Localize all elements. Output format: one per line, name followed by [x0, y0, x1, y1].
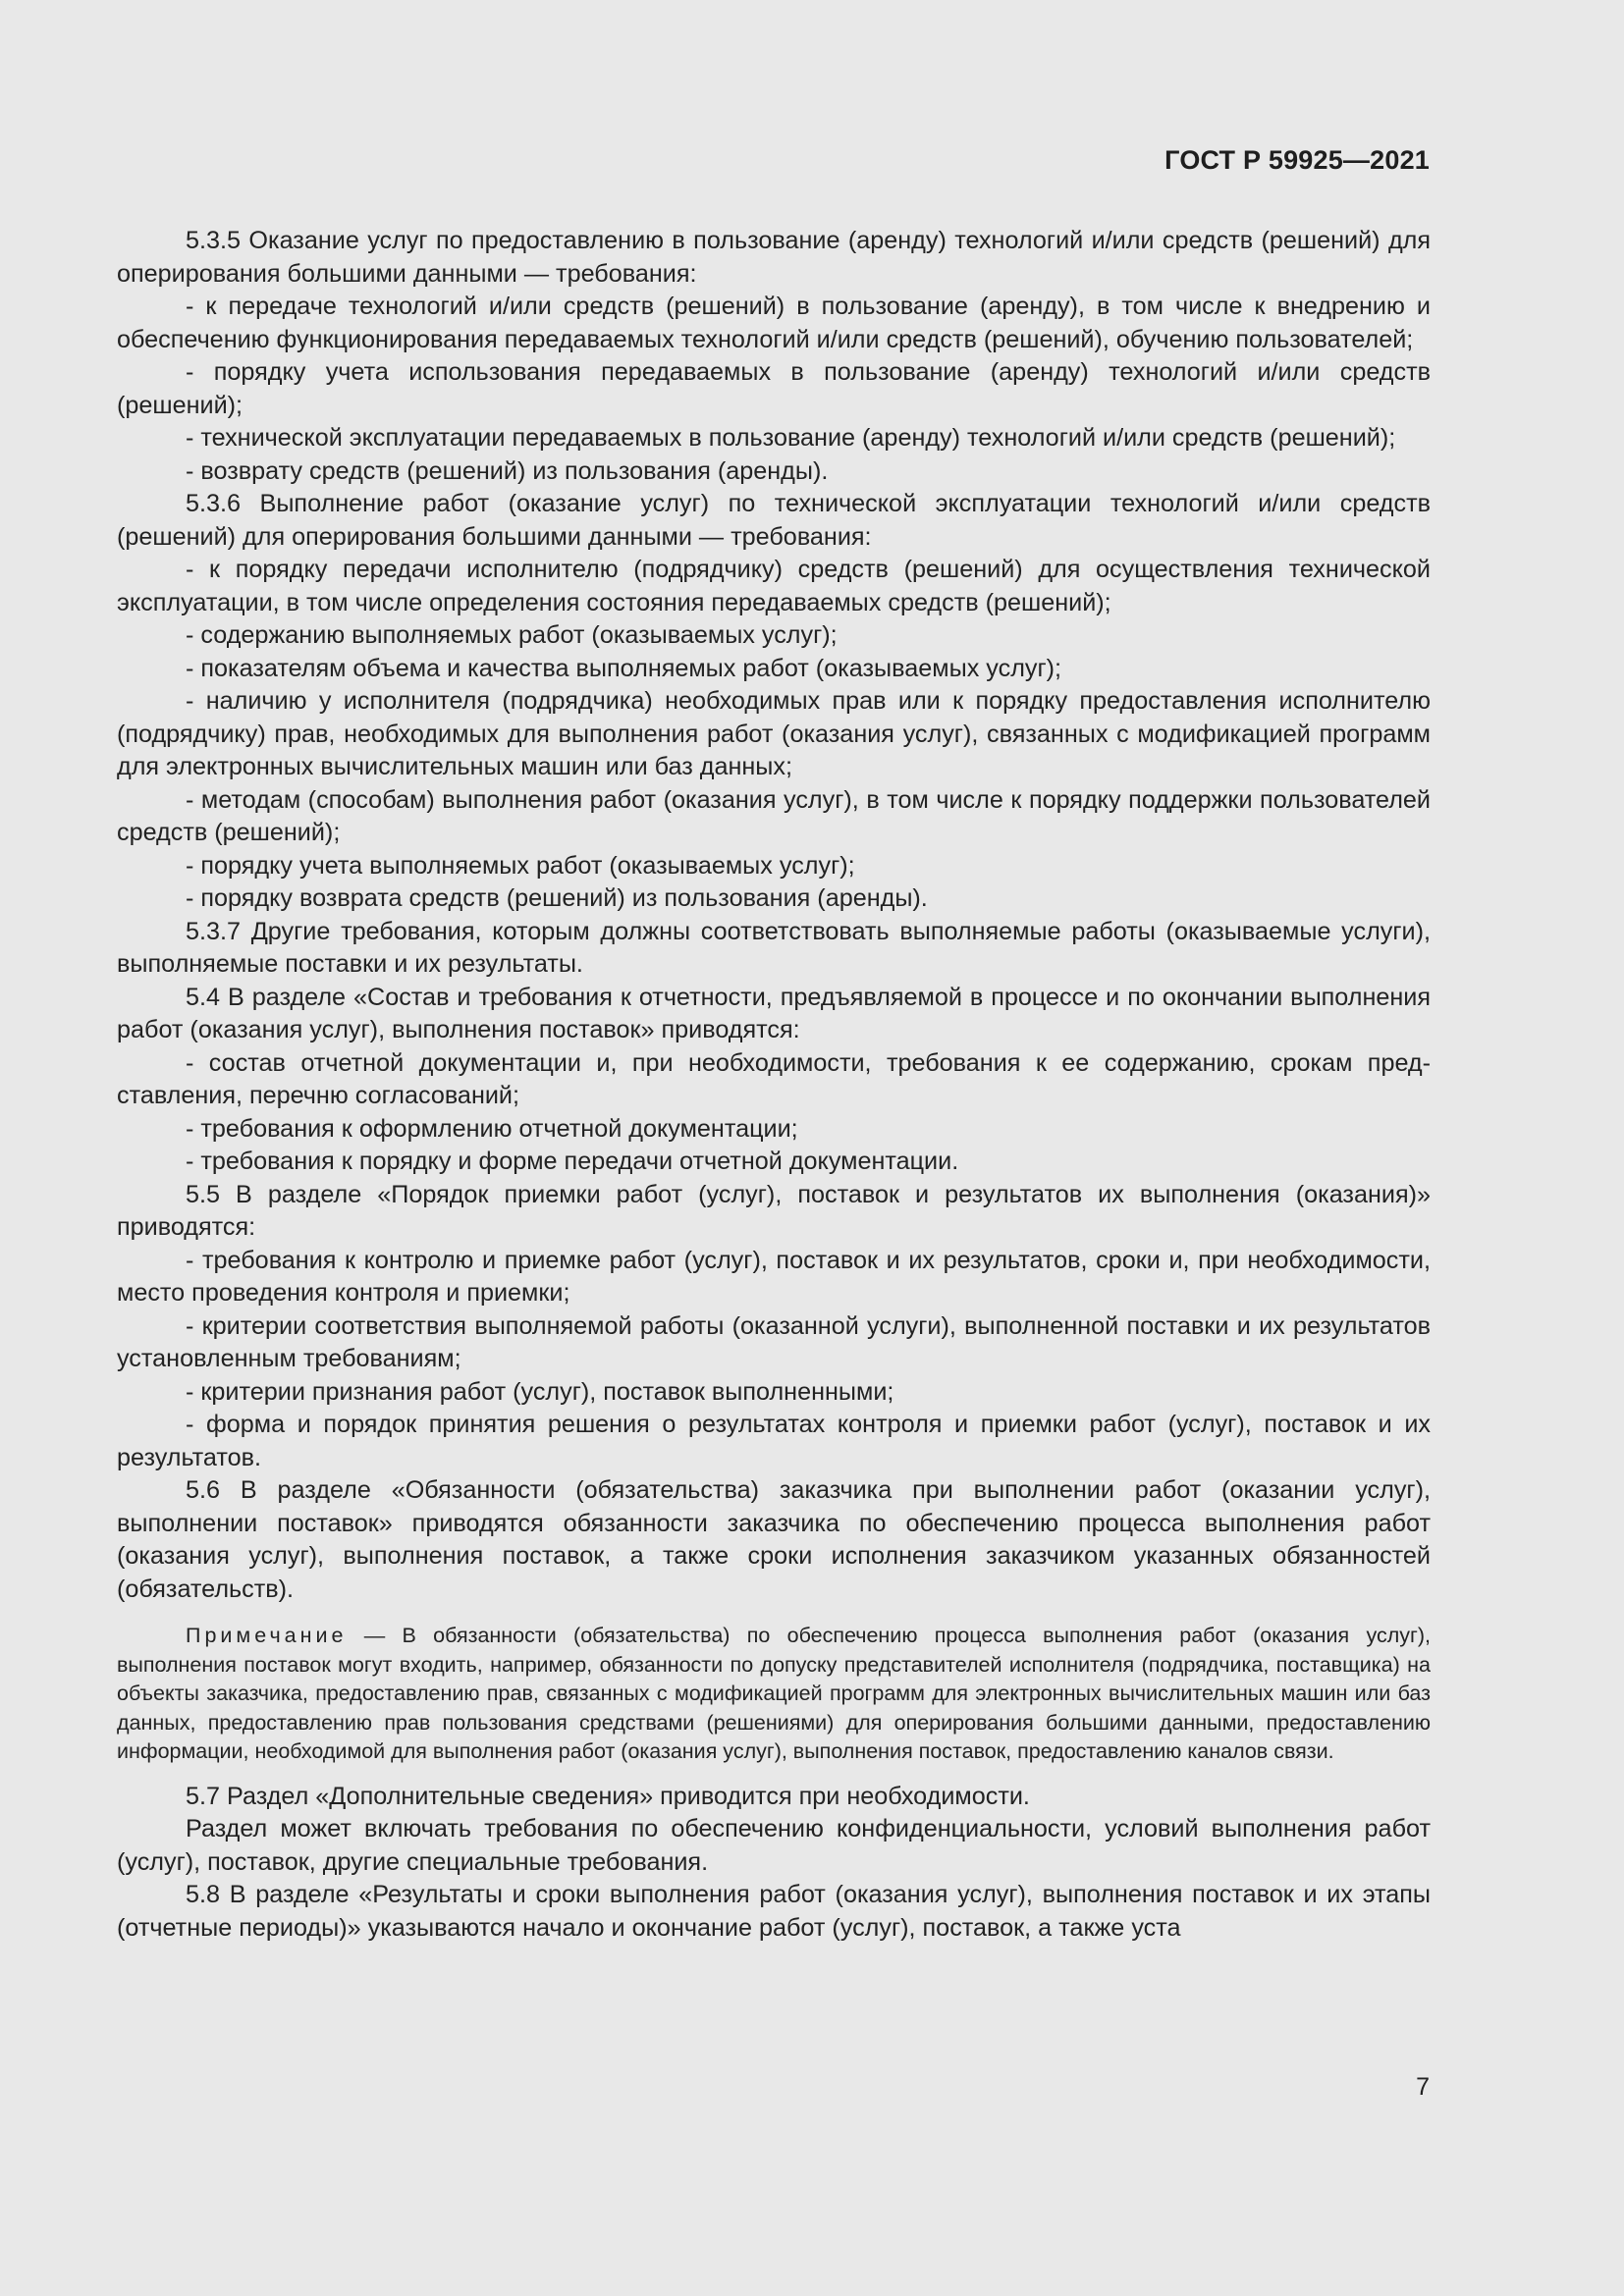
paragraph: - требования к оформлению отчетной документации; [186, 1114, 798, 1143]
paragraph: - наличию у исполнителя (подрядчика) необходимых прав или к порядку предоставления исполнителю (подрядчику) прав, необходимых для выполнения работ (оказания услуг), связанных с модификацией программ для электронных вычислительных машин или баз данных; [117, 687, 1431, 780]
note-label: Примечание [186, 1624, 348, 1647]
paragraph: 5.4 В разделе «Состав и требования к отчетности, предъявляемой в процессе и по окончании выполнения работ (оказания услуг), выполнения поставок» приводятся: [117, 983, 1431, 1043]
paragraph: Раздел может включать требования по обеспечению конфиденциальности, условий выполнения работ (услуг), поставок, другие специальные требования. [117, 1815, 1431, 1876]
paragraph: 5.6 В разделе «Обязанности (обязательства) заказчика при выполнении работ (оказании услуг), выполнении поставок» приводятся обязанности заказчика по обеспечению процесса выполнения работ (оказания услуг), выполнения поставок, а также сроки исполнения заказчиком указанных обязанностей (обязательств). [117, 1476, 1431, 1603]
document-body [117, 225, 1431, 1945]
paragraph: - критерии соответствия выполняемой работы (оказанной услуги), выполненной поставки и их результатов установленным требованиям; [117, 1311, 1431, 1372]
paragraph: 5.3.5 Оказание услуг по предоставлению в пользование (аренду) технологий и/или средств (решений) для оперирования большими данными — требования: [117, 227, 1431, 288]
paragraph: 5.5 В разделе «Порядок приемки работ (услуг), поставок и результатов их выполнения (оказания)» приводятся: [117, 1180, 1431, 1241]
paragraph: 5.8 В разделе «Результаты и сроки выполнения работ (оказания услуг), выполнения поставок и их этапы (отчетные периоды)» указываются начало и окончание работ (услуг), поставок, а также уста [117, 1881, 1431, 1942]
paragraph: - технической эксплуатации передаваемых в пользование (аренду) технологий и/или средств (решений); [186, 424, 1396, 452]
paragraph: - форма и порядок принятия решения о результатах контроля и приемки работ (услуг), поставок и их результатов. [117, 1411, 1431, 1471]
paragraph: - к порядку передачи исполнителю (подрядчику) средств (решений) для осуществления технической эксплуатации, в том числе определения состояния передаваемых средств (решений); [117, 556, 1431, 616]
paragraph: 5.3.6 Выполнение работ (оказание услуг) по технической эксплуатации технологий и/или средств (решений) для оперирования большими данными — требования: [117, 490, 1431, 551]
paragraph: - возврату средств (решений) из пользования (аренды). [186, 456, 829, 485]
paragraph: - показателям объема и качества выполняемых работ (оказываемых услуг); [186, 654, 1062, 682]
document-standard-id: ГОСТ Р 59925—2021 [1164, 145, 1430, 175]
note-text: — В обязанности (обязательства) по обеспечению процесса выполнения работ (оказания услуг), выполнения поставок могут входить, например, обязанности по допуску представителей исполнителя (подрядчика, поставщика) на объекты заказчика, предоставлению прав, связанных с модификацией программ для электронных вычислительных машин или баз данных, предоставлению прав пользования средствами (решениями) для оперирования большими данными, предоставлению информации, необходимой для выполнения работ (оказания услуг), выполнения поставок, предоставлению каналов связи. [117, 1624, 1431, 1764]
paragraph: 5.3.7 Другие требования, которым должны соответствовать выполняемые работы (оказываемые услуги), выполняемые поставки и их результаты. [117, 917, 1431, 978]
paragraph: 5.7 Раздел «Дополнительные сведения» приводится при необходимости. [186, 1782, 1030, 1810]
paragraph: - порядку возврата средств (решений) из пользования (аренды). [186, 884, 928, 912]
paragraph: - методам (способам) выполнения работ (оказания услуг), в том числе к порядку поддержки пользователей средств (решений); [117, 785, 1431, 846]
paragraph: - критерии признания работ (услуг), поставок выполненными; [186, 1377, 894, 1406]
paragraph: - порядку учета использования передаваемых в пользование (аренду) технологий и/или средств (решений); [117, 358, 1431, 419]
paragraph: - к передаче технологий и/или средств (решений) в пользование (аренду), в том числе к внедрению и обеспечению функционирования передаваемых технологий и/или средств (решений), обучению пользователей; [117, 293, 1431, 353]
page-number: 7 [1416, 2073, 1430, 2101]
paragraph: - состав отчетной документации и, при необходимости, требования к ее содержанию, срокам представления, перечню согласований; [117, 1048, 1431, 1109]
note-paragraph [117, 1622, 1431, 1767]
paragraph: - порядку учета выполняемых работ (оказываемых услуг); [186, 851, 855, 880]
paragraph: - содержанию выполняемых работ (оказываемых услуг); [186, 621, 838, 649]
paragraph: - требования к контролю и приемке работ (услуг), поставок и их результатов, сроки и, при необходимости, место проведения контроля и приемки; [117, 1246, 1431, 1307]
paragraph: - требования к порядку и форме передачи отчетной документации. [186, 1148, 959, 1175]
